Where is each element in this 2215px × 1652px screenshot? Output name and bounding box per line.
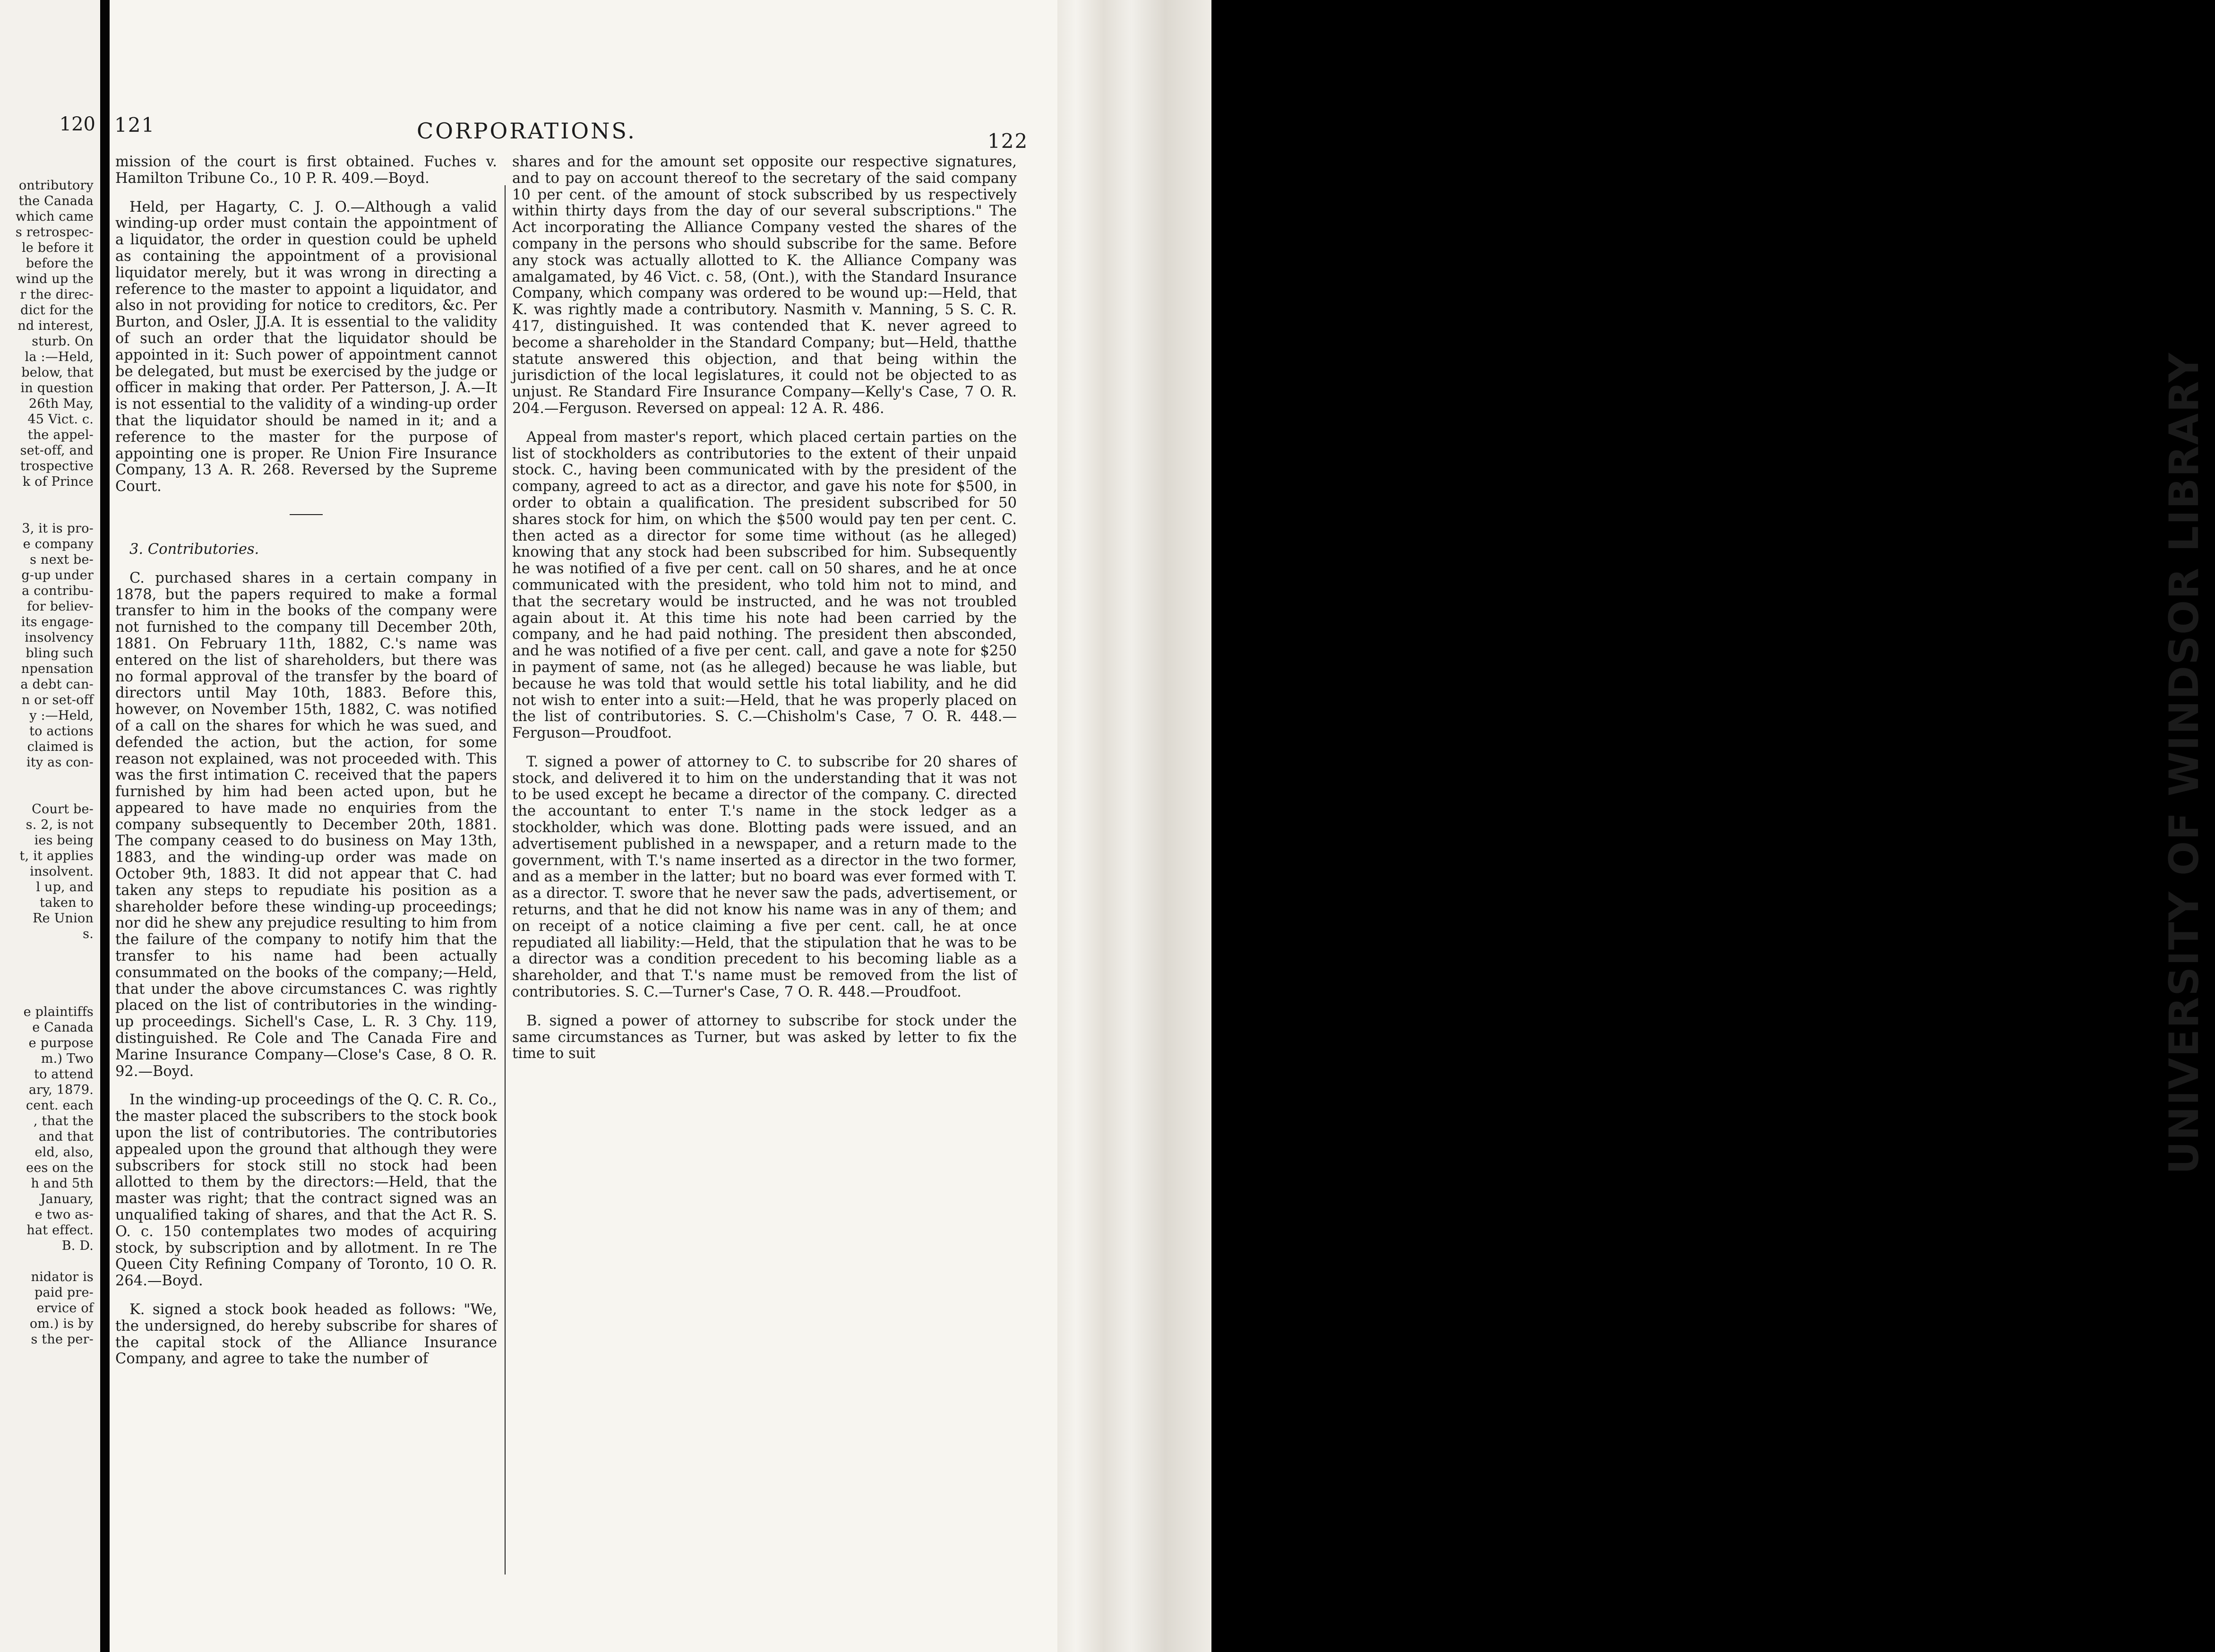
page-number-left: 121	[114, 113, 155, 137]
running-title: CORPORATIONS.	[417, 118, 636, 144]
page-number-right: 122	[987, 129, 1029, 153]
library-stamp	[2154, 352, 2215, 1175]
paragraph: shares and for the amount set opposite our respective signatures, and to pay on account thereof to the secretary of the said company 10 per cent. of the amount of stock subscribed by us respectively within thirty days from the day of our several subscriptions." The Act incorporating the Alliance Company vested the shares of the company in the persons who should subscribe for the same. Before any stock was actually allotted to K. the Alliance Company was amalgamated, by 46 Vict. c. 58, (Ont.), with the Standard Insurance Company, which company was ordered to be wound up:—Held, that K. was rightly made a contributory. Nasmith v. Manning, 5 S. C. R. 417, distinguished. It was contended that K. never agreed to become a shareholder in the Standard Company; but—Held, thatthe statute answered this objection, and that being within the jurisdiction of the local legislatures, it could not be objected to as unjust. Re Standard Fire Insurance Company—Kelly's Case, 7 O. R. 204.—Ferguson. Reversed on appeal: 12 A. R. 486.	[512, 154, 1017, 417]
paragraph: B. signed a power of attorney to subscribe for stock under the same circumstances as Turner, but was asked by letter to fix the time to suit	[512, 1012, 1017, 1062]
previous-page-number: 120	[59, 113, 95, 135]
column-rule	[505, 185, 506, 1575]
book-page	[110, 0, 1057, 1652]
paragraph: T. signed a power of attorney to C. to subscribe for 20 shares of stock, and delivered it to him on the understanding that it was not to be used except he became a director of the company. C. directed the accountant to enter T.'s name in the stock ledger as a stockholder, which was done. Blotting pads were issued, and an advertisement published in a newspaper, and a return made to the government, with T.'s name inserted as a director in the two former, and as a member in the latter; but no board was ever formed with T. as a director. T. swore that he never saw the pads, advertisement, or returns, and that he did not know his name was in any of them; and on receipt of a notice claiming a five per cent. call, he at once repudiated all liability:—Held, that the stipulation that he was to be a director was a condition precedent to his becoming liable as a shareholder, and that T.'s name must be removed from the list of contributories. S. C.—Turner's Case, 7 O. R. 448.—Proudfoot.	[512, 753, 1017, 1001]
page-edges	[1057, 0, 2208, 1652]
page-gutter	[100, 0, 110, 1652]
library-stamp-text: UNIVERSITY OF WINDSOR LIBRARY	[2161, 352, 2208, 1175]
previous-page-text: ontributory the Canada which came s retrospec- le before it before the wind up the r the direc- dict for the nd interest, sturb. On la :—Held, below, that in question 26th May, 45 Vict. c. the appel- set-off, and trospective k of Prince 3, it is pro- e company s next be- g-up under a contribu- for believ- its engage- insolvency bling such npensation a debt can- n or set-off y :—Held, to actions claimed is ity as con- Court be- s. 2, is not ies being t, it applies insolvent. l up, and taken to Re Union s. e plaintiffs e Canada e purpose m.) Two to attend ary, 1879. cent. each , that the and that eld, also, ees on the h and 5th January, e two as- hat effect. B. D. nidator is paid pre- ervice of om.) is by s the per-	[15, 178, 94, 1347]
left-text-column	[115, 154, 497, 1380]
section-heading: 3. Contributories.	[129, 541, 259, 558]
previous-page-fragment	[0, 0, 100, 1652]
paragraph: Appeal from master's report, which placed certain parties on the list of stockholders as contributories to the extent of their unpaid stock. C., having been communicated with by the president of the company, agreed to act as a director, and gave his note for $500, in order to obtain a qualification. The president subscribed for 50 shares stock for him, on which the $500 would pay ten per cent. C. then acted as a director for some time without (as he alleged) knowing that any stock had been subscribed for him. Subsequently he was notified of a five per cent. call on 50 shares, and he at once communicated with the president, who told him not to mind, and that the secretary would be instructed, and he was not troubled again about it. At this time his note had been carried by the company, and he had paid nothing. The president then absconded, and he was notified of a five per cent. call, and gave a note for $250 in payment of same, not (as he alleged) because he was liable, but because he was told that would settle his total liability, and he did not wish to enter into a suit:—Held, that he was properly placed on the list of contributories. S. C.—Chisholm's Case, 7 O. R. 448.—Ferguson—Proudfoot.	[512, 429, 1017, 742]
paragraph: K. signed a stock book headed as follows: "We, the undersigned, do hereby subscribe for shares of the capital stock of the Alliance Insurance Company, and agree to take the number of	[115, 1301, 497, 1368]
section-rule	[290, 514, 323, 515]
paragraph: C. purchased shares in a certain company in 1878, but the papers required to make a formal transfer to him in the books of the company were not furnished to the company till December 20th, 1881. On February 11th, 1882, C.'s name was entered on the list of shareholders, but there was no formal approval of the transfer by the board of directors until May 10th, 1883. Before this, however, on November 15th, 1882, C. was notified of a call on the shares for which he was sued, and defended the action, but the action, for some reason not explained, was not proceeded with. This was the first intimation C. received that the papers furnished by him had been acted upon, but he appeared to have made no enquiries from the company subsequently to December 20th, 1881. The company ceased to do business on May 13th, 1883, and the winding-up order was made on October 9th, 1883. It did not appear that C. had taken any steps to repudiate his position as a shareholder before these winding-up proceedings; nor did he shew any prejudice resulting to him from the failure of the company to notify him that the transfer to his name had been actually consummated on the books of the company;—Held, that under the above circumstances C. was rightly placed on the list of contributories in the winding-up proceedings. Sichell's Case, L. R. 3 Chy. 119, distinguished. Re Cole and The Canada Fire and Marine Insurance Company—Close's Case, 8 O. R. 92.—Boyd.	[115, 569, 497, 1080]
paragraph: In the winding-up proceedings of the Q. C. R. Co., the master placed the subscribers to the stock book upon the list of contributories. The contributories appealed upon the ground that although they were subscribers for stock still no stock had been allotted to them by the directors:—Held, that the master was right; that the contract signed was an unqualified taking of shares, and that the Act R. S. O. c. 150 contemplates two modes of acquiring stock, by subscription and by allotment. In re The Queen City Refining Company of Toronto, 10 O. R. 264.—Boyd.	[115, 1092, 497, 1290]
paragraph: Held, per Hagarty, C. J. O.—Although a valid winding-up order must contain the appointment of a liquidator, the order in question could be upheld as containing the appointment of a provisional liquidator merely, but it was wrong in directing a reference to the master to appoint a liquidator, and also in not providing for notice to creditors, &c. Per Burton, and Osler, JJ.A. It is essential to the validity of such an order that the liquidator should be appointed in it: Such power of appointment cannot be delegated, but must be exercised by the judge or officer in making that order. Per Patterson, J. A.—It is not essential to the validity of a winding-up order that the liquidator should be named in it; and a reference to the master for the purpose of appointing one is proper. Re Union Fire Insurance Company, 13 A. R. 268. Reversed by the Supreme Court.	[115, 198, 497, 495]
right-text-column	[512, 154, 1017, 1075]
paragraph: mission of the court is first obtained. Fuches v. Hamilton Tribune Co., 10 P. R. 409.—Boyd.	[115, 154, 497, 187]
